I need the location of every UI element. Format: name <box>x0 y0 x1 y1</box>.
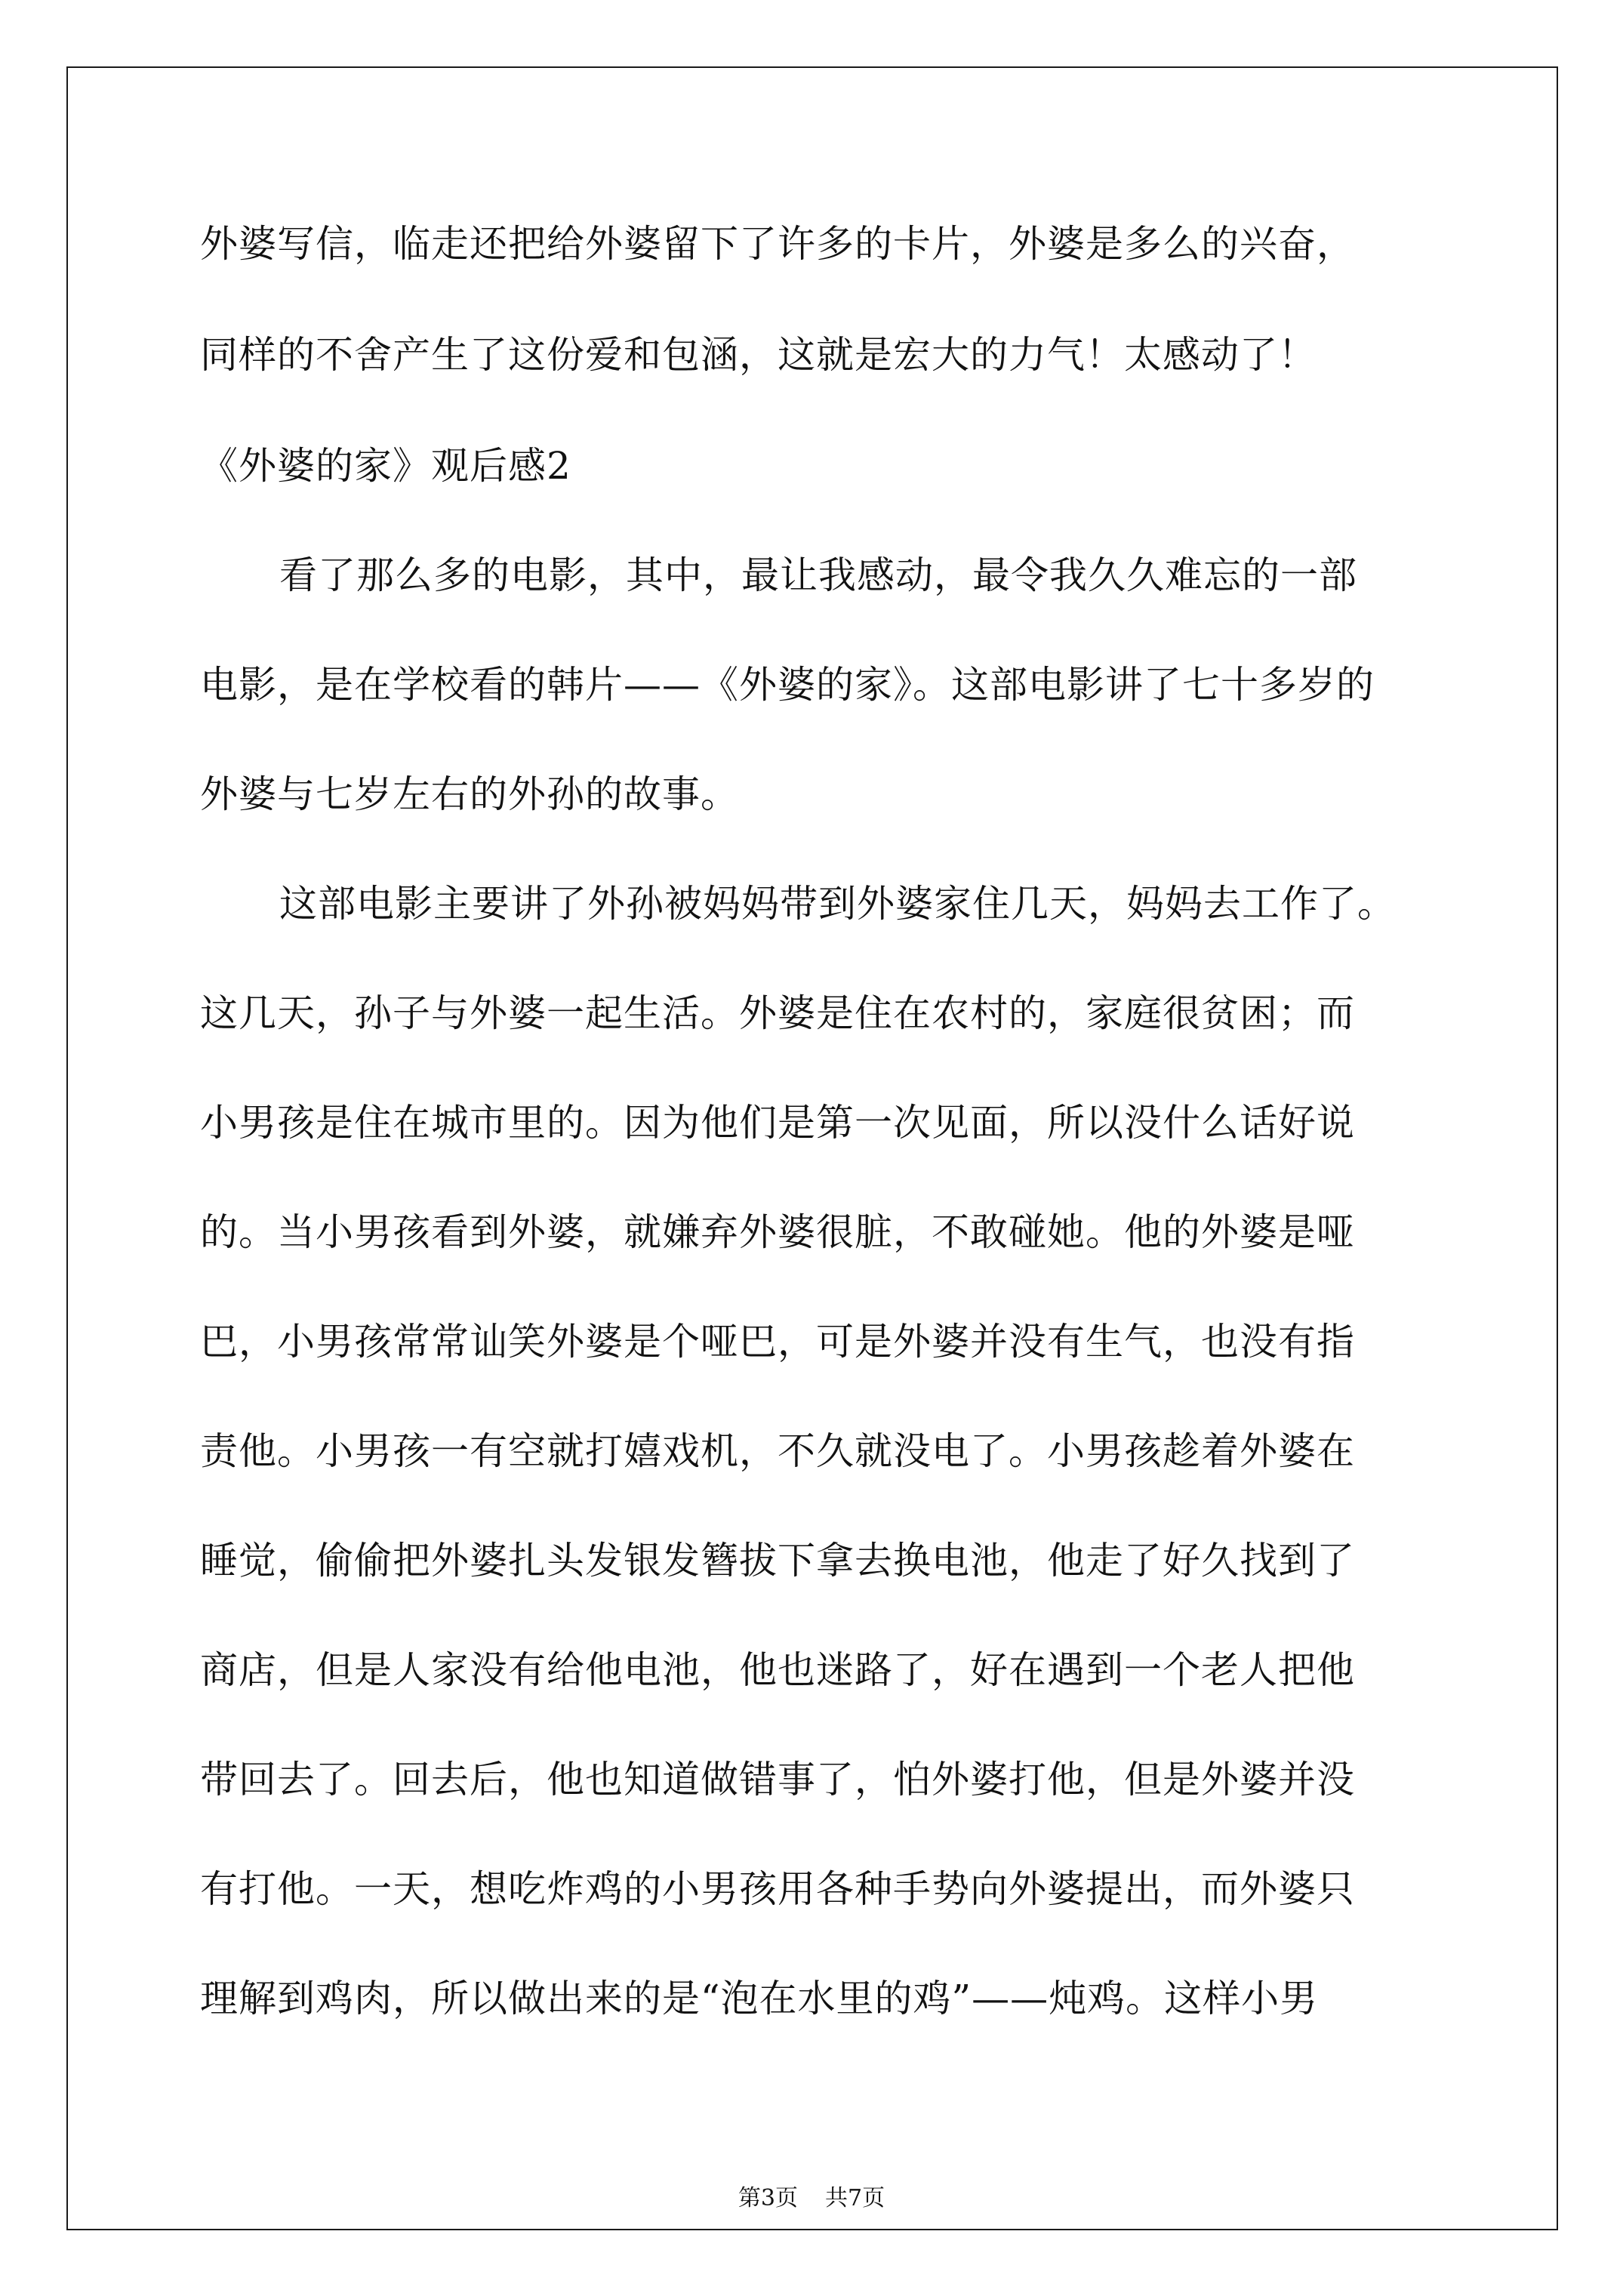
paragraph-line: 看了那么多的电影，其中，最让我感动，最令我久久难忘的一部 <box>279 553 1357 597</box>
page-footer <box>0 2184 1623 2214</box>
paragraph-line: 有打他。一天，想吃炸鸡的小男孩用各种手势向外婆提出，而外婆只 <box>200 1867 1355 1911</box>
paragraph-line: 责他。小男孩一有空就打嬉戏机，不久就没电了。小男孩趁着外婆在 <box>200 1429 1355 1473</box>
paragraph-line: 睡觉，偷偷把外婆扎头发银发簪拔下拿去换电池，他走了好久找到了 <box>200 1539 1355 1583</box>
paragraph-line: 电影，是在学校看的韩片——《外婆的家》。这部电影讲了七十多岁的 <box>200 663 1375 707</box>
page-number-total: 共7页 <box>825 2185 885 2211</box>
paragraph-line: 这部电影主要讲了外孙被妈妈带到外婆家住几天，妈妈去工作了。 <box>279 882 1396 926</box>
paragraph-line: 同样的不舍产生了这份爱和包涵，这就是宏大的力气！太感动了！ <box>200 333 1317 377</box>
paragraph-line: 商店，但是人家没有给他电池，他也迷路了，好在遇到一个老人把他 <box>200 1648 1355 1692</box>
section-heading: 《外婆的家》观后感2 <box>200 444 571 488</box>
paragraph-line: 这几天，孙子与外婆一起生活。外婆是住在农村的，家庭很贫困；而 <box>200 991 1355 1035</box>
page-number-current: 第3页 <box>738 2185 798 2211</box>
paragraph-line: 的。当小男孩看到外婆，就嫌弃外婆很脏，不敢碰她。他的外婆是哑 <box>200 1210 1355 1254</box>
paragraph-line: 巴，小男孩常常讪笑外婆是个哑巴，可是外婆并没有生气，也没有指 <box>200 1320 1355 1364</box>
paragraph-line: 理解到鸡肉，所以做出来的是“泡在水里的鸡”——炖鸡。这样小男 <box>200 1977 1319 2020</box>
paragraph-line: 外婆写信，临走还把给外婆留下了许多的卡片，外婆是多么的兴奋， <box>200 222 1355 266</box>
paragraph-line: 小男孩是住在城市里的。因为他们是第一次见面，所以没什么话好说 <box>200 1101 1355 1145</box>
paragraph-line: 带回去了。回去后，他也知道做错事了，怕外婆打他，但是外婆并没 <box>200 1758 1355 1801</box>
paragraph-line: 外婆与七岁左右的外孙的故事。 <box>200 772 739 816</box>
